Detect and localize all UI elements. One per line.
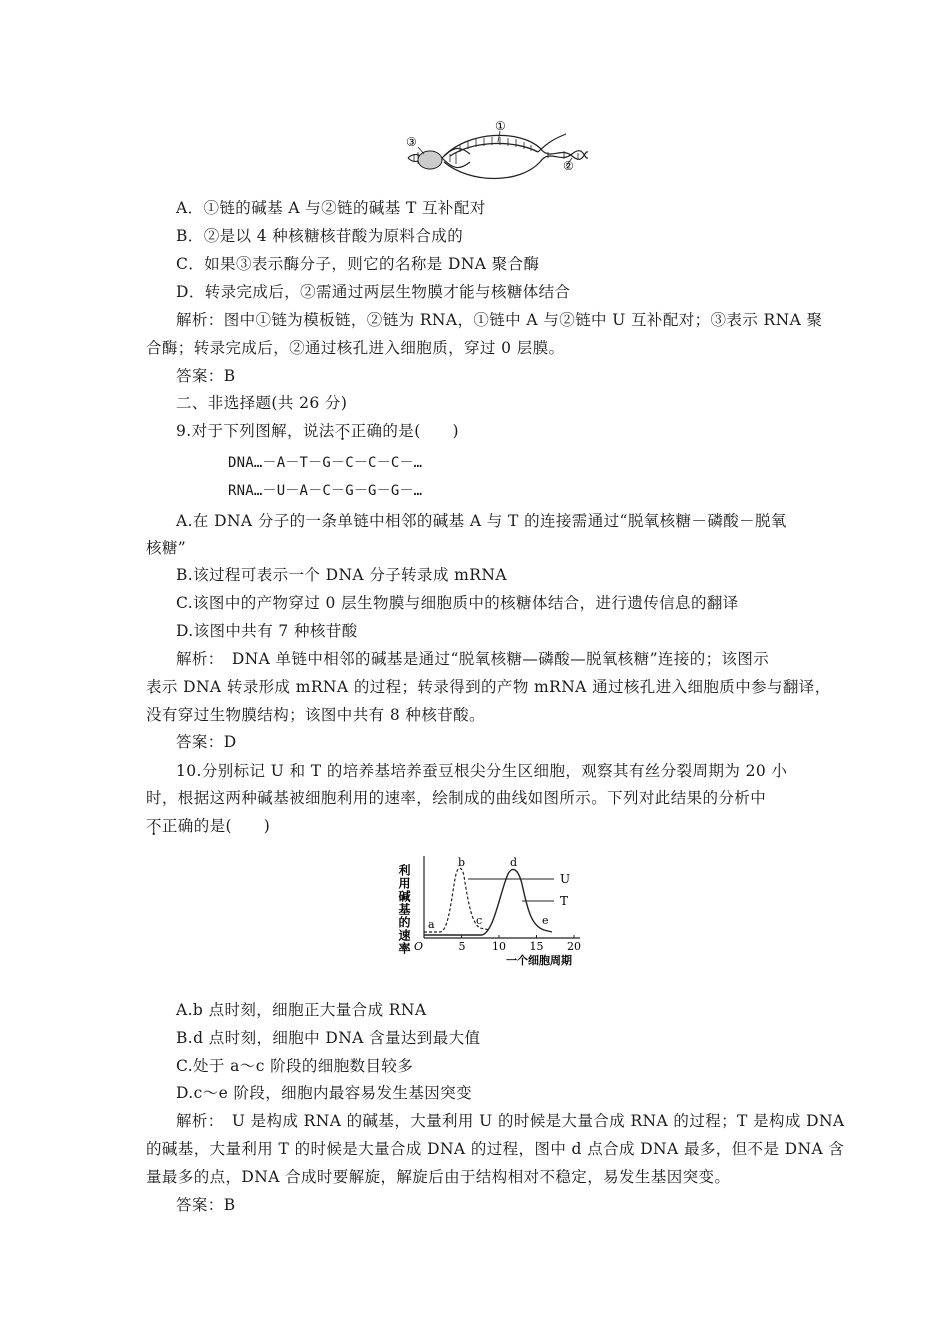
q10-option-a: A.b 点时刻，细胞正大量合成 RNA — [176, 1001, 427, 1019]
q9-analysis-cont1: 表示 DNA 转录形成 mRNA 的过程；转录得到的产物 mRNA 通过核孔进入细胞质中参与翻译， — [146, 678, 831, 696]
q9-option-b: B.该过程可表示一个 DNA 分子转录成 mRNA — [176, 566, 507, 584]
x-axis-label: 一个细胞周期 — [506, 954, 572, 967]
point-label-b: b — [458, 856, 466, 869]
q10-stem: 10.分别标记 U 和 T 的培养基培养蚕豆根尖分生区细胞，观察其有丝分裂周期为 20 小 — [176, 762, 788, 780]
q8-analysis-cont: 合酶；转录完成后，②通过核孔进入细胞质，穿过 0 层膜。 — [146, 339, 565, 357]
x-tick-label: 5 — [458, 940, 466, 953]
q10-stem-emphasis: 不 — [146, 817, 162, 835]
q9-option-a: A.在 DNA 分子的一条单链中相邻的碱基 A 与 T 的连接需通过“脱氧核糖－磷酸－脱氧 — [176, 512, 787, 530]
series-t-label: T — [560, 894, 569, 908]
base-utilization-chart — [394, 852, 594, 968]
point-label-a: a — [428, 918, 435, 931]
q10-stem-cont1: 时，根据这两种碱基被细胞利用的速率，绘制成的曲线如图所示。下列对此结果的分析中 — [146, 789, 767, 807]
x-tick-label: 10 — [492, 940, 506, 953]
label-3: ③ — [406, 135, 417, 149]
point-label-e: e — [542, 914, 549, 927]
q9-option-a-cont: 核糖” — [146, 539, 187, 557]
q9-stem-emphasis: 不 — [334, 422, 351, 440]
q9-stem — [176, 419, 459, 443]
q10-stem-cont2 — [146, 814, 270, 838]
transcription-diagram — [400, 118, 590, 186]
q9-option-c: C.该图中的产物穿过 0 层生物膜与细胞质中的核糖体结合，进行遗传信息的翻译 — [176, 594, 739, 612]
q9-dna-sequence: DNA…－A－T－G－C－C－C－… — [228, 455, 423, 471]
q8-analysis: 解析：图中①链为模板链，②链为 RNA，①链中 A 与②链中 U 互补配对；③表示 RNA 聚 — [176, 311, 823, 329]
point-label-c: c — [476, 914, 483, 927]
q9-analysis: 解析： DNA 单链中相邻的碱基是通过“脱氧核糖—磷酸—脱氧核糖”连接的；该图示 — [176, 650, 770, 668]
q9-stem-after: 正确的是( ) — [350, 422, 459, 440]
q10-stem-rest: 正确的是( ) — [161, 817, 271, 835]
origin-label: O — [414, 940, 424, 953]
x-tick-label: 15 — [529, 940, 544, 953]
q10-analysis: 解析： U 是构成 RNA 的碱基，大量利用 U 的时候是大量合成 RNA 的过程；T 是构成 DNA — [176, 1112, 845, 1130]
point-label-d: d — [510, 856, 518, 869]
q8-option-b: B．②是以 4 种核糖核苷酸为原料合成的 — [176, 227, 464, 245]
q8-option-d: D．转录完成后，②需通过两层生物膜才能与核糖体结合 — [176, 283, 571, 301]
q10-option-b: B.d 点时刻，细胞中 DNA 含量达到最大值 — [176, 1029, 481, 1047]
q9-stem-before: 9.对于下列图解，说法 — [176, 422, 335, 440]
q9-rna-sequence: RNA…－U－A－C－G－G－G－… — [228, 483, 423, 499]
section-title: 二、非选择题(共 26 分) — [176, 394, 348, 412]
q10-option-d: D.c～e 阶段，细胞内最容易发生基因突变 — [176, 1084, 472, 1102]
label-1: ① — [495, 119, 506, 133]
q9-analysis-cont2: 没有穿过生物膜结构；该图中共有 8 种核苷酸。 — [146, 706, 485, 724]
label-2: ② — [563, 159, 574, 173]
q10-analysis-cont1: 的碱基，大量利用 T 的时候是大量合成 DNA 的过程，图中 d 点合成 DNA 最多，但不是 DNA 含 — [146, 1140, 845, 1158]
q10-answer: 答案：B — [176, 1196, 236, 1214]
q8-answer: 答案：B — [176, 367, 236, 385]
q10-option-c: C.处于 a～c 阶段的细胞数目较多 — [176, 1057, 414, 1075]
q8-option-c: C．如果③表示酶分子，则它的名称是 DNA 聚合酶 — [176, 255, 540, 273]
q9-option-d: D.该图中共有 7 种核苷酸 — [176, 622, 358, 640]
q9-answer: 答案：D — [176, 733, 237, 751]
q10-analysis-cont2: 量最多的点，DNA 合成时要解旋，解旋后由于结构相对不稳定，易发生基因突变。 — [146, 1168, 731, 1186]
y-axis-label: 利用碱基的速率 — [397, 864, 411, 955]
series-u-label: U — [560, 872, 571, 886]
x-tick-label: 20 — [567, 940, 581, 953]
q8-option-a: A．①链的碱基 A 与②链的碱基 T 互补配对 — [176, 199, 486, 217]
